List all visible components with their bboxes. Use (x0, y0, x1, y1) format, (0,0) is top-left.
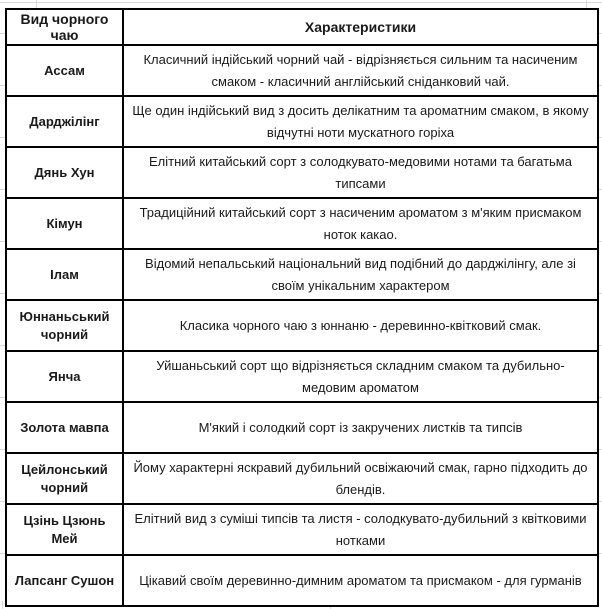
tea-type-cell: Кімун (6, 198, 123, 249)
table-row (6, 402, 598, 453)
tea-description-cell: Відомий непальський національний вид подібний до дарджілінгу, але зі своїм унікальним характером (123, 249, 598, 300)
column-header-tea-type: Вид чорного чаю (6, 9, 123, 45)
tea-description-cell: М'який і солодкий сорт із закручених листків та типсів (123, 402, 598, 453)
column-header-characteristics: Характеристики (123, 9, 598, 45)
tea-description-cell: Елітний вид з суміші типсів та листя - солодкувато-дубильний з квітковими нотками (123, 504, 598, 555)
tea-type-cell: Ілам (6, 249, 123, 300)
table-row (6, 453, 598, 504)
tea-description-cell: Йому характерні яскравий дубильний освіжаючий смак, гарно підходить до блендів. (123, 453, 598, 504)
tea-description-cell: Цікавий своїм деревинно-димним ароматом та присмаком - для гурманів (123, 555, 598, 606)
table-row (6, 198, 598, 249)
table-row (6, 555, 598, 606)
tea-description-cell: Традиційний китайський сорт з насиченим ароматом з м'яким присмаком ноток какао. (123, 198, 598, 249)
tea-description-cell: Класика чорного чаю з юннаню - деревинно-квітковий смак. (123, 300, 598, 351)
tea-type-cell: Цейлонський чорний (6, 453, 123, 504)
table-row (6, 300, 598, 351)
tea-type-cell: Лапсанг Сушон (6, 555, 123, 606)
tea-type-cell: Янча (6, 351, 123, 402)
table-row (6, 504, 598, 555)
black-tea-table (5, 8, 599, 607)
tea-type-cell: Ассам (6, 45, 123, 96)
tea-type-cell: Цзінь Цзюнь Мей (6, 504, 123, 555)
table-body (6, 45, 598, 606)
tea-description-cell: Уйшаньський сорт що відрізняється складним смаком та дубильно-медовим ароматом (123, 351, 598, 402)
tea-description-cell: Елітний китайський сорт з солодкувато-медовими нотами та багатьма типсами (123, 147, 598, 198)
table-row (6, 351, 598, 402)
header-row (6, 9, 598, 45)
table-row (6, 45, 598, 96)
table-row (6, 96, 598, 147)
tea-type-cell: Дянь Хун (6, 147, 123, 198)
tea-type-cell: Золота мавпа (6, 402, 123, 453)
tea-description-cell: Класичний індійський чорний чай - відрізняється сильним та насиченим смаком - класичний англійський сніданковий чай. (123, 45, 598, 96)
table-row (6, 147, 598, 198)
tea-description-cell: Ще один індійський вид з досить делікатним та ароматним смаком, в якому відчутні ноти мускатного горіха (123, 96, 598, 147)
tea-type-cell: Юннаньський чорний (6, 300, 123, 351)
tea-type-cell: Дарджілінг (6, 96, 123, 147)
table-row (6, 249, 598, 300)
